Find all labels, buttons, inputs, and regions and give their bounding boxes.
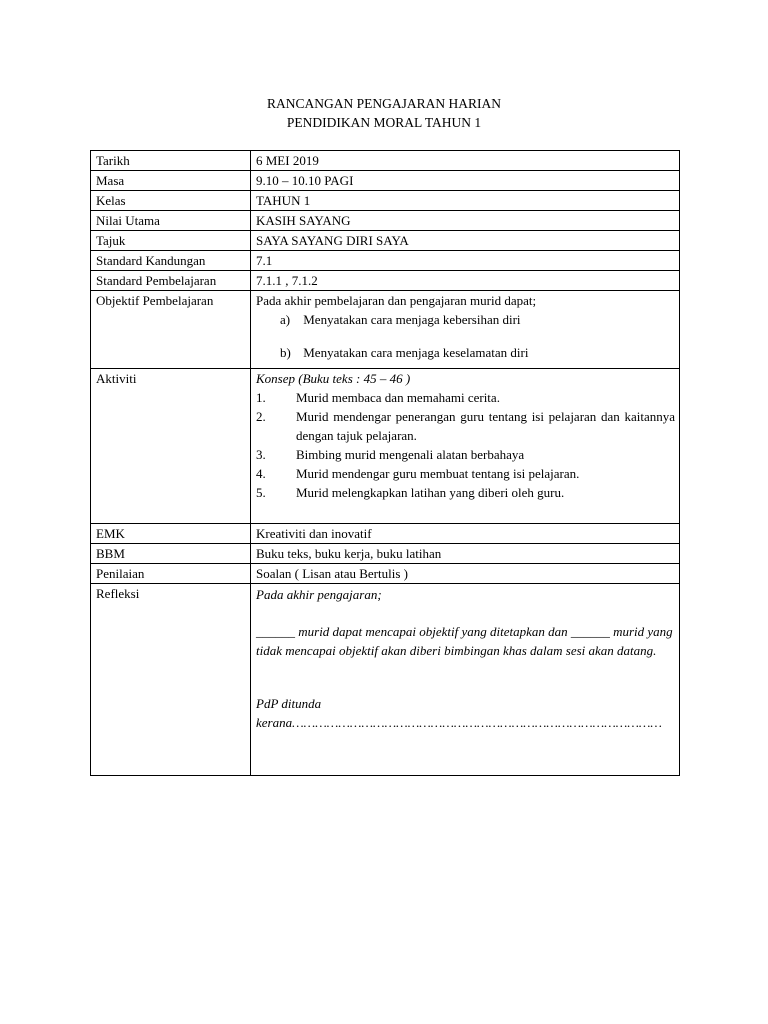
aktiviti-number-4: 4. [256,466,266,481]
objektif-text-a: Menyatakan cara menjaga kebersihan diri [303,312,521,327]
aktiviti-text-1: Murid membaca dan memahami cerita. [296,390,500,405]
row-tajuk [91,231,680,251]
refleksi-line2: ______ murid dapat mencapai objektif yang ditetapkan dan ______ murid yang tidak mencapai objektif akan diberi bimbingan khas dalam sesi akan datang. [256,624,673,658]
refleksi-line3: PdP ditunda [256,696,322,711]
refleksi-line4: kerana…………………………………………………………………………………… [256,715,662,730]
aktiviti-item-5 [256,483,675,502]
row-standard-kandungan [91,251,680,271]
value-kelas: TAHUN 1 [251,191,680,211]
label-masa: Masa [91,171,251,191]
value-penilaian: Soalan ( Lisan atau Bertulis ) [251,564,680,584]
row-refleksi [91,584,680,776]
row-standard-pembelajaran [91,271,680,291]
aktiviti-item-2 [256,407,675,445]
row-masa [91,171,680,191]
aktiviti-text-2: Murid mendengar penerangan guru tentang isi pelajaran dan kaitannya dengan tajuk pelajaran. [296,409,675,443]
label-penilaian: Penilaian [91,564,251,584]
objektif-text-b: Menyatakan cara menjaga keselamatan diri [303,345,529,360]
objektif-intro: Pada akhir pembelajaran dan pengajaran murid dapat; [256,293,537,308]
refleksi-line1: Pada akhir pengajaran; [256,587,382,602]
value-aktiviti [251,369,680,524]
document-title: RANCANGAN PENGAJARAN HARIAN [266,96,501,111]
value-standard-kandungan: 7.1 [251,251,680,271]
aktiviti-item-4 [256,464,675,483]
row-tarikh [91,151,680,171]
aktiviti-number-3: 3. [256,447,266,462]
row-nilai-utama [91,211,680,231]
objektif-marker-a: a) [280,312,291,327]
value-emk: Kreativiti dan inovatif [251,524,680,544]
aktiviti-number-5: 5. [256,485,266,500]
value-bbm: Buku teks, buku kerja, buku latihan [251,544,680,564]
aktiviti-konsep: Konsep (Buku teks : 45 – 46 ) [256,371,411,386]
row-penilaian [91,564,680,584]
label-tajuk: Tajuk [91,231,251,251]
aktiviti-text-5: Murid melengkapkan latihan yang diberi oleh guru. [296,485,565,500]
label-objektif: Objektif Pembelajaran [91,291,251,369]
value-nilai-utama: KASIH SAYANG [251,211,680,231]
objektif-marker-b: b) [280,345,291,360]
row-kelas [91,191,680,211]
value-tajuk: SAYA SAYANG DIRI SAYA [251,231,680,251]
document-subtitle: PENDIDIKAN MORAL TAHUN 1 [286,115,482,130]
value-tarikh: 6 MEI 2019 [251,151,680,171]
aktiviti-number-1: 1. [256,390,266,405]
label-standard-kandungan: Standard Kandungan [91,251,251,271]
row-objektif [91,291,680,369]
aktiviti-number-2: 2. [256,409,266,424]
value-masa: 9.10 – 10.10 PAGI [251,171,680,191]
label-tarikh: Tarikh [91,151,251,171]
label-kelas: Kelas [91,191,251,211]
aktiviti-list [256,388,675,502]
value-objektif [251,291,680,369]
label-aktiviti: Aktiviti [91,369,251,524]
row-emk [91,524,680,544]
objektif-item-a [256,310,675,329]
label-emk: EMK [91,524,251,544]
aktiviti-item-1 [256,388,675,407]
lesson-plan-table [90,150,680,776]
value-refleksi [251,584,680,776]
row-aktiviti [91,369,680,524]
label-nilai-utama: Nilai Utama [91,211,251,231]
label-bbm: BBM [91,544,251,564]
aktiviti-text-3: Bimbing murid mengenali alatan berbahaya [296,447,525,462]
aktiviti-text-4: Murid mendengar guru membuat tentang isi pelajaran. [296,466,580,481]
label-refleksi: Refleksi [91,584,251,776]
value-standard-pembelajaran: 7.1.1 , 7.1.2 [251,271,680,291]
aktiviti-item-3 [256,445,675,464]
objektif-item-b [256,343,675,362]
label-standard-pembelajaran: Standard Pembelajaran [91,271,251,291]
row-bbm [91,544,680,564]
